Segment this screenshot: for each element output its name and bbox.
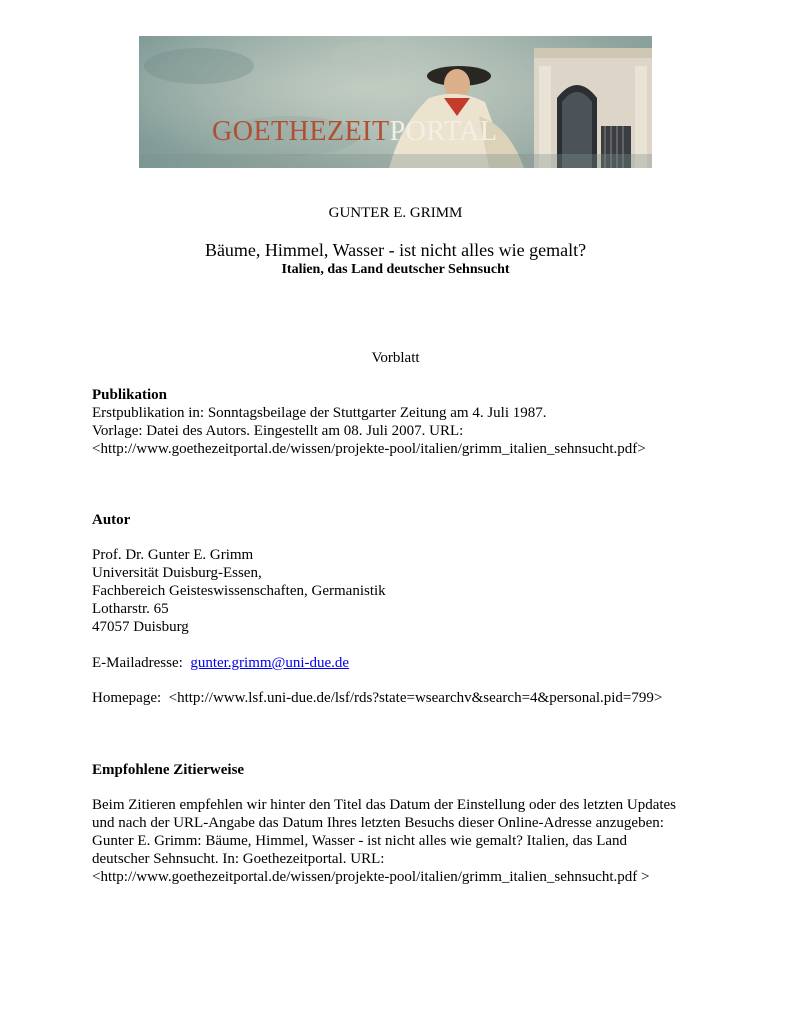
zitierweise-text (92, 796, 676, 886)
publikation-line: Vorlage: Datei des Autors. Eingestellt am 08. Juli 2007. URL: (92, 423, 464, 439)
email-label: E-Mailadresse: (92, 655, 183, 671)
address-line: Prof. Dr. Gunter E. Grimm (92, 547, 254, 563)
zitierweise-line: deutscher Sehnsucht. In: Goethezeitportal. URL: (92, 851, 385, 867)
zitierweise-heading: Empfohlene Zitierweise (92, 762, 245, 778)
goethezeitportal-banner (139, 36, 652, 168)
autor-address (92, 546, 386, 636)
zitierweise-section (92, 761, 244, 779)
vorblatt-label: Vorblatt (371, 350, 420, 366)
email-row (92, 654, 349, 672)
document-title: Bäume, Himmel, Wasser - ist nicht alles wie gemalt? (204, 240, 587, 260)
address-line: Lotharstr. 65 (92, 601, 169, 617)
autor-section (92, 511, 130, 529)
address-line: 47057 Duisburg (92, 619, 189, 635)
publikation-line: Erstpublikation in: Sonntagsbeilage der Stuttgarter Zeitung am 4. Juli 1987. (92, 405, 547, 421)
homepage-label: Homepage: (92, 690, 162, 706)
banner-artwork (139, 36, 652, 168)
homepage-url: <http://www.lsf.uni-due.de/lsf/rds?state=wsearchv&search=4&personal.pid=799> (168, 690, 663, 706)
publikation-heading: Publikation (92, 387, 168, 403)
zitierweise-line: Beim Zitieren empfehlen wir hinter den Titel das Datum der Einstellung oder des letzten Updates (92, 797, 677, 813)
logo-part-goethezeit: GOETHEZEIT (212, 116, 390, 147)
email-link[interactable]: gunter.grimm@uni-due.de (190, 655, 350, 671)
zitierweise-line: und nach der URL-Angabe das Datum Ihres letzten Besuchs dieser Online-Adresse anzugeben: (92, 815, 664, 831)
author-name: GUNTER E. GRIMM (328, 205, 463, 221)
goethezeitportal-logo (212, 118, 498, 146)
publikation-section (92, 386, 646, 458)
zitierweise-line: Gunter E. Grimm: Bäume, Himmel, Wasser - ist nicht alles wie gemalt? Italien, das Land (92, 833, 628, 849)
autor-heading: Autor (92, 512, 131, 528)
publikation-url: <http://www.goethezeitportal.de/wissen/projekte-pool/italien/grimm_italien_sehnsucht.pdf> (92, 441, 646, 457)
arch-building (534, 48, 652, 168)
document-subtitle: Italien, das Land deutscher Sehnsucht (281, 262, 510, 277)
zitierweise-url: <http://www.goethezeitportal.de/wissen/projekte-pool/italien/grimm_italien_sehnsucht.pdf > (92, 869, 650, 885)
homepage-row (92, 689, 662, 707)
address-line: Fachbereich Geisteswissenschaften, Germanistik (92, 583, 386, 599)
logo-part-portal: PORTAL (389, 116, 498, 147)
address-line: Universität Duisburg-Essen, (92, 565, 262, 581)
